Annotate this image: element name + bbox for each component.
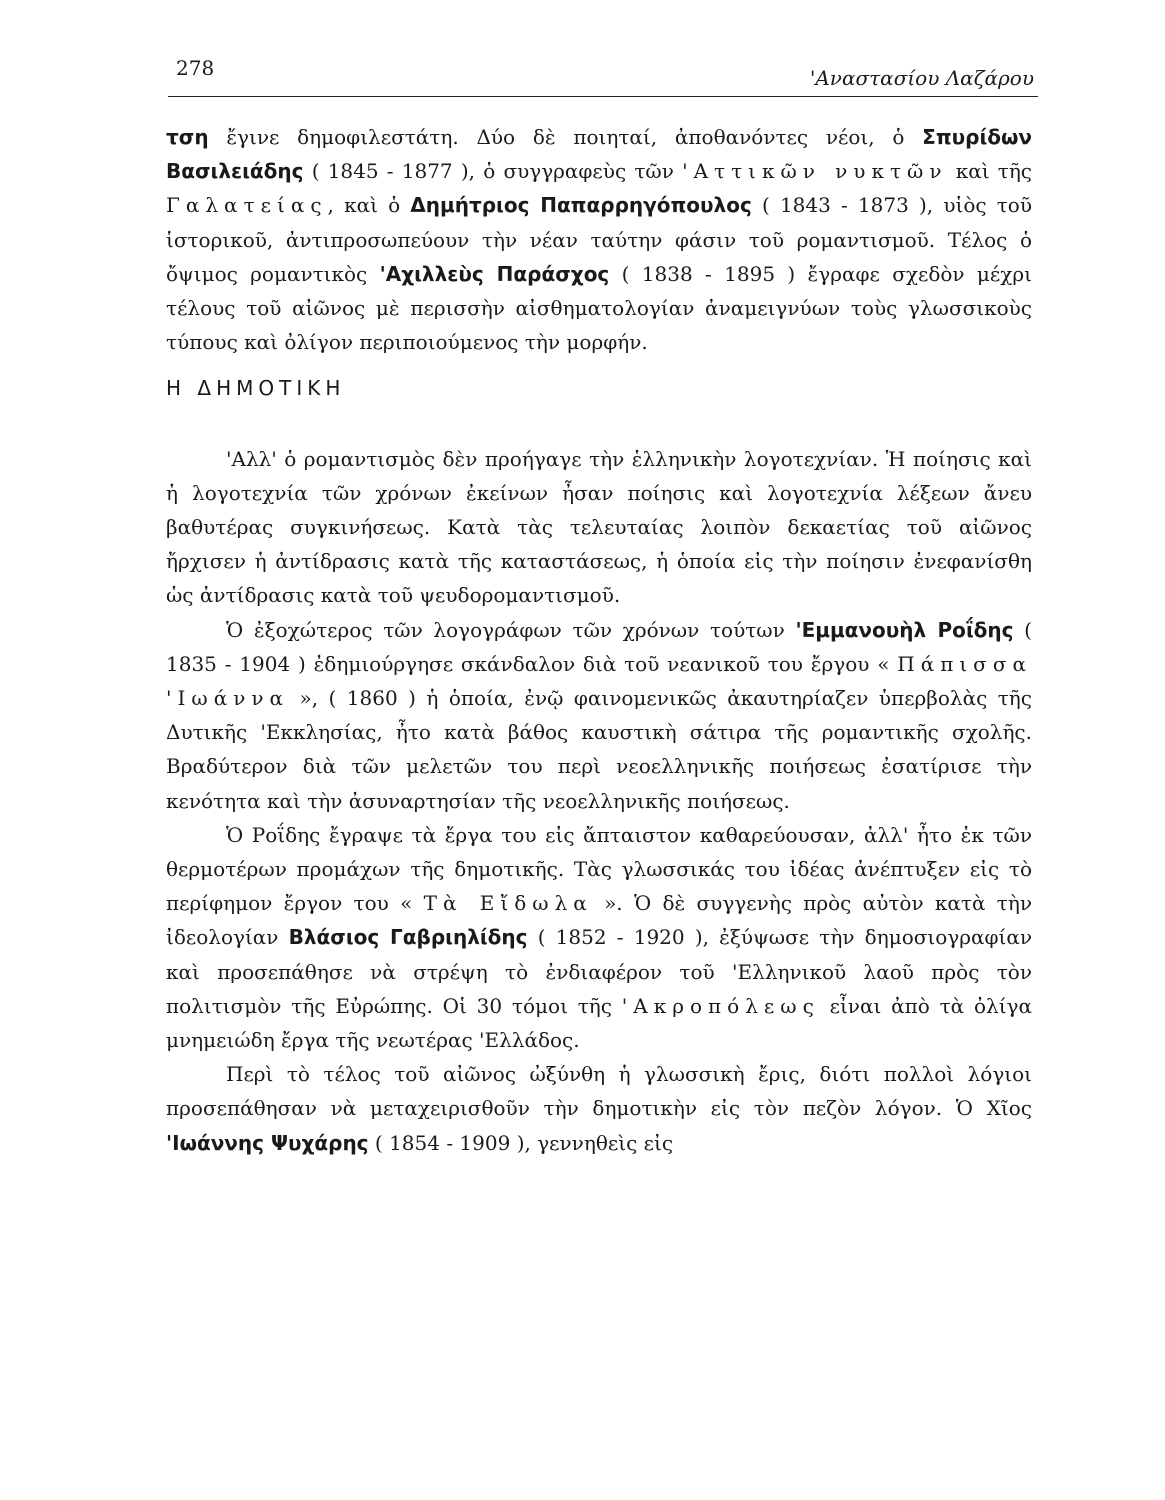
text-fragment: ( 1852 - 1920 ), ἐξύψωσε τὴν δημοσιογραφίαν καὶ προσεπάθησε νὰ στρέψη τὸ ἐνδιαφέρον τοῦ 'Ελληνικοῦ λαοῦ πρὸς τὸν πολιτισμὸν τῆς Εὐρώπης. Οἱ 30 τόμοι τῆς bbox=[166, 925, 1032, 1018]
text-fragment: ( 1838 - 1895 ) ἔγραφε σχεδὸν μέχρι τέλους τοῦ αἰῶνος μὲ περισσὴν αἰσθηματολογίαν ἀναμειγνύων τοὺς γλωσσικοὺς τύπους καὶ ὀλίγον περιποιούμενος τὴν μορφήν. bbox=[166, 261, 1033, 355]
author-name: Βλάσιος Γαβριηλίδης bbox=[288, 925, 528, 950]
text-fragment: Ὁ Ροΐδης ἔγραψε τὰ ἔργα του εἰς ἄπταιστον καθαρεύουσαν, ἀλλ' ἦτο ἐκ τῶν θερμοτέρων προμάχων τῆς δημοτικῆς. Τὰς γλωσσικάς του ἰδέας ἀνέπτυξεν εἰς τὸ περίφημον ἔργον του « bbox=[166, 822, 1032, 916]
paragraph-3 bbox=[166, 613, 1032, 818]
page-number: 278 bbox=[176, 56, 215, 80]
work-title: 'Ακροπόλεως bbox=[621, 993, 820, 1018]
text-fragment: καὶ τῆς bbox=[947, 159, 1033, 184]
author-name: Σπυρίδων Βασιλειάδης bbox=[166, 125, 1032, 184]
section-heading: Η ΔΗΜΟΤΙΚΗ bbox=[166, 376, 346, 401]
text-fragment: Περὶ τὸ τέλος τοῦ αἰῶνος ὠξύνθη ἡ γλωσσικὴ ἔρις, διότι πολλοὶ λόγιοι προσεπάθησαν νὰ μεταχειρισθοῦν τὴν δημοτικὴν εἰς τὸν πεζὸν λόγον. Ὁ Χῖος bbox=[166, 1062, 1032, 1121]
page-header bbox=[168, 52, 1038, 97]
text-fragment: ( 1835 - 1904 ) ἐδημιούργησε σκάνδαλον διὰ τοῦ νεανικοῦ του ἔργου « bbox=[166, 617, 1032, 676]
paragraph-2: 'Αλλ' ὁ ρομαντισμὸς δὲν προήγαγε τὴν ἑλληνικὴν λογοτεχνίαν. Ἡ ποίησις καὶ ἡ λογοτεχνία τῶν χρόνων ἐκείνων ἦσαν ποίησις καὶ λογοτεχνία λέξεων ἄνευ βαθυτέρας συγκινήσεως. Κατὰ τὰς τελευταίας λοιπὸν δεκαετίας τοῦ αἰῶνος ἤρχισεν ἡ ἀντίδρασις κατὰ τῆς καταστάσεως, ἡ ὁποία εἰς τὴν ποίησιν ἐνεφανίσθη ὡς ἀντίδρασις κατὰ τοῦ ψευδορομαντισμοῦ. bbox=[166, 446, 1032, 608]
text-fragment: ( 1845 - 1877 ), ὁ συγγραφεὺς τῶν bbox=[303, 159, 683, 184]
text-fragment: εἶναι ἀπὸ τὰ ὀλίγα μνημειώδη ἔργα τῆς νεωτέρας 'Ελλάδος. bbox=[166, 993, 1033, 1053]
text-fragment: Ὁ ἐξοχώτερος τῶν λογογράφων τῶν χρόνων τούτων bbox=[226, 617, 796, 642]
text-fragment: ἔγινε δημοφιλεστάτη. Δύο δὲ ποιηταί, ἀποθανόντες νέοι, ὁ bbox=[208, 125, 923, 149]
author-name: 'Ιωάννης Ψυχάρης bbox=[166, 1130, 369, 1155]
body-text bbox=[166, 120, 1032, 1160]
text-fragment: ( 1843 - 1873 ), υἱὸς τοῦ ἱστορικοῦ, ἀντιπροσωπεύουν τὴν νέαν ταύτην φάσιν τοῦ ρομαντισμοῦ. Τέλος ὁ ὄψιμος ρομαντικὸς bbox=[166, 193, 1032, 286]
text-fragment: , καὶ ὁ bbox=[327, 193, 411, 218]
bold-fragment: τση bbox=[166, 125, 209, 149]
paragraph-4 bbox=[166, 818, 1032, 1057]
work-title: 'Αττικῶν νυκτῶν bbox=[682, 159, 948, 184]
work-title: Τὰ Εἴδωλα bbox=[423, 891, 593, 916]
text-fragment: », ( 1860 ) ἡ ὁποία, ἐνῷ φαινομενικῶς ἀκαυτηρίαζεν ὑπερβολὰς τῆς Δυτικῆς 'Εκκλησίας, ἦτο κατὰ βάθος καυστικὴ σάτιρα τῆς ρομαντικῆς σχολῆς. Βραδύτερον διὰ τῶν μελετῶν του περὶ νεοελληνικῆς ποιήσεως ἐσατίρισε τὴν κενότητα καὶ τὴν ἀσυναρτησίαν τῆς νεοελληνικῆς ποιήσεως. bbox=[166, 686, 1032, 813]
running-title: 'Αναστασίου Λαζάρου bbox=[809, 66, 1034, 90]
author-name: 'Αχιλλεὺς Παράσχος bbox=[379, 261, 610, 286]
work-title: Γαλατείας bbox=[166, 193, 328, 218]
author-name: 'Εμμανουὴλ Ροΐδης bbox=[795, 617, 1014, 642]
author-name: Δημήτριος Παπαρρηγόπουλος bbox=[410, 193, 752, 218]
text-fragment: ( 1854 - 1909 ), γεννηθεὶς εἰς bbox=[368, 1130, 674, 1155]
paragraph-5 bbox=[166, 1057, 1032, 1160]
work-title: Πάπισσα 'Ιωάννα bbox=[166, 651, 1032, 711]
text-fragment: ». Ὁ δὲ συγγενὴς πρὸς αὐτὸν κατὰ τὴν ἰδεολογίαν bbox=[166, 891, 1032, 950]
paragraph-1 bbox=[166, 120, 1032, 359]
